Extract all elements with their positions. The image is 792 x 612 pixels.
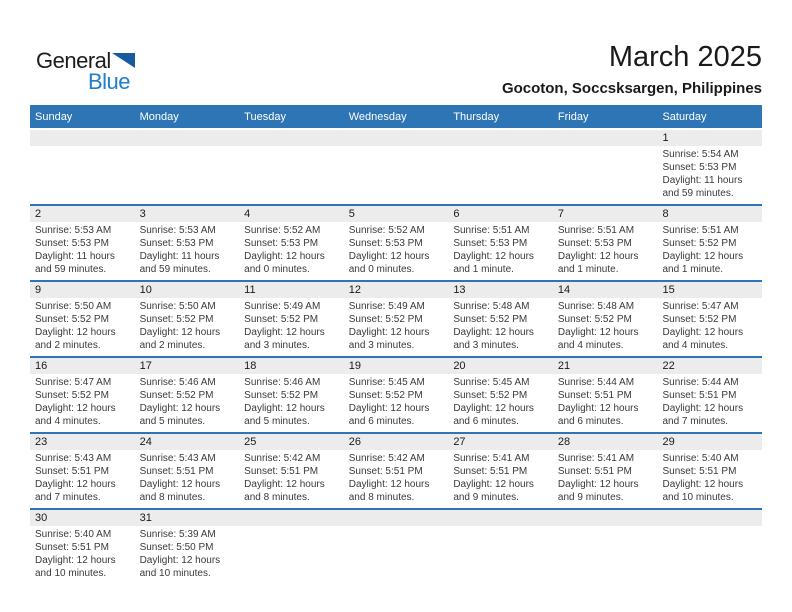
daylight-line-continued: and 6 minutes. <box>557 416 624 427</box>
day-number: 12 <box>344 282 449 298</box>
daylight-line-continued: and 59 minutes. <box>139 264 211 275</box>
weekday-header-wednesday: Wednesday <box>348 110 407 123</box>
sunrise-line: Sunrise: 5:44 AM <box>662 377 739 388</box>
calendar-weeks <box>30 130 762 584</box>
daylight-line: Daylight: 12 hours <box>557 403 639 414</box>
sunset-line: Sunset: 5:52 PM <box>139 390 214 401</box>
empty-day-cell <box>657 510 762 584</box>
daylight-line-continued: and 1 minute. <box>662 264 724 275</box>
sunrise-line: Sunrise: 5:49 AM <box>244 301 321 312</box>
daylight-line-continued: and 3 minutes. <box>348 340 415 351</box>
day-details <box>135 450 240 508</box>
day-cell <box>239 358 344 432</box>
daylight-line: Daylight: 12 hours <box>662 403 744 414</box>
day-details <box>344 450 449 508</box>
day-cell <box>657 434 762 508</box>
day-cell <box>657 130 762 204</box>
day-number: 21 <box>553 358 658 374</box>
day-details <box>344 298 449 356</box>
daylight-line-continued: and 8 minutes. <box>244 492 310 503</box>
day-number: 18 <box>239 358 344 374</box>
day-number: 14 <box>553 282 658 298</box>
sunrise-line: Sunrise: 5:45 AM <box>348 377 425 388</box>
day-details <box>30 526 135 584</box>
sunrise-line: Sunrise: 5:52 AM <box>244 225 321 236</box>
day-cell <box>553 206 658 280</box>
day-cell <box>657 358 762 432</box>
sunset-line: Sunset: 5:52 PM <box>662 238 737 249</box>
sunset-line: Sunset: 5:51 PM <box>244 466 319 477</box>
day-details <box>239 374 344 432</box>
daylight-line: Daylight: 12 hours <box>348 327 430 338</box>
day-details <box>344 222 449 280</box>
day-number: 25 <box>239 434 344 450</box>
day-number: 2 <box>30 206 135 222</box>
day-cell <box>344 282 449 356</box>
sunrise-line: Sunrise: 5:53 AM <box>139 225 216 236</box>
day-cell <box>135 434 240 508</box>
daylight-line-continued: and 4 minutes. <box>557 340 624 351</box>
week-row <box>30 130 762 206</box>
sunset-line: Sunset: 5:52 PM <box>453 390 528 401</box>
sunset-line: Sunset: 5:51 PM <box>662 390 737 401</box>
day-number: 20 <box>448 358 553 374</box>
day-number: 11 <box>239 282 344 298</box>
sunset-line: Sunset: 5:51 PM <box>35 466 109 477</box>
sunset-line: Sunset: 5:52 PM <box>244 314 319 325</box>
daylight-line: Daylight: 12 hours <box>139 555 221 566</box>
day-details <box>657 374 762 432</box>
day-number: 29 <box>657 434 762 450</box>
day-cell <box>30 434 135 508</box>
day-cell <box>553 434 658 508</box>
sunset-line: Sunset: 5:51 PM <box>348 466 423 477</box>
daylight-line: Daylight: 12 hours <box>35 403 116 414</box>
daylight-line-continued: and 3 minutes. <box>244 340 310 351</box>
daylight-line: Daylight: 12 hours <box>453 403 534 414</box>
day-details <box>657 450 762 508</box>
daylight-line: Daylight: 12 hours <box>453 479 534 490</box>
day-number: 26 <box>344 434 449 450</box>
sunset-line: Sunset: 5:53 PM <box>348 238 423 249</box>
day-details <box>344 374 449 432</box>
sunset-line: Sunset: 5:50 PM <box>139 542 214 553</box>
daylight-line: Daylight: 12 hours <box>662 327 744 338</box>
day-number: 4 <box>239 206 344 222</box>
day-cell <box>239 282 344 356</box>
day-details <box>30 298 135 356</box>
daylight-line-continued: and 0 minutes. <box>244 264 310 275</box>
sunrise-line: Sunrise: 5:47 AM <box>662 301 739 312</box>
sunrise-line: Sunrise: 5:51 AM <box>662 225 739 236</box>
day-cell <box>135 206 240 280</box>
day-number <box>344 130 449 146</box>
day-details <box>239 222 344 280</box>
weekday-header-sunday: Sunday <box>35 110 73 123</box>
sunrise-line: Sunrise: 5:43 AM <box>139 453 216 464</box>
day-cell <box>30 358 135 432</box>
sunset-line: Sunset: 5:52 PM <box>557 314 632 325</box>
daylight-line: Daylight: 12 hours <box>139 327 221 338</box>
sunset-line: Sunset: 5:53 PM <box>557 238 632 249</box>
daylight-line-continued: and 6 minutes. <box>348 416 415 427</box>
day-number: 16 <box>30 358 135 374</box>
sunrise-line: Sunrise: 5:51 AM <box>453 225 530 236</box>
day-number: 1 <box>657 130 762 146</box>
day-details <box>553 374 658 432</box>
day-details <box>30 374 135 432</box>
sunrise-line: Sunrise: 5:51 AM <box>557 225 635 236</box>
sunset-line: Sunset: 5:51 PM <box>557 390 632 401</box>
day-cell <box>448 282 553 356</box>
sunset-line: Sunset: 5:52 PM <box>35 390 109 401</box>
day-cell <box>553 282 658 356</box>
daylight-line-continued: and 5 minutes. <box>139 416 206 427</box>
daylight-line-continued: and 7 minutes. <box>662 416 729 427</box>
calendar-table <box>30 105 762 584</box>
day-number <box>344 510 449 526</box>
daylight-line: Daylight: 12 hours <box>662 479 744 490</box>
day-cell <box>448 434 553 508</box>
day-details <box>657 298 762 356</box>
sunrise-line: Sunrise: 5:48 AM <box>453 301 530 312</box>
day-details <box>448 374 553 432</box>
week-row <box>30 282 762 358</box>
week-row <box>30 358 762 434</box>
sunrise-line: Sunrise: 5:50 AM <box>139 301 216 312</box>
sunrise-line: Sunrise: 5:40 AM <box>35 529 112 540</box>
day-number: 31 <box>135 510 240 526</box>
daylight-line-continued: and 9 minutes. <box>453 492 519 503</box>
daylight-line: Daylight: 12 hours <box>244 479 325 490</box>
sunrise-line: Sunrise: 5:48 AM <box>557 301 635 312</box>
weekday-header-thursday: Thursday <box>453 110 500 123</box>
daylight-line: Daylight: 12 hours <box>244 327 325 338</box>
daylight-line-continued: and 59 minutes. <box>35 264 107 275</box>
empty-day-cell <box>553 510 658 584</box>
weekday-header-saturday: Saturday <box>662 110 707 123</box>
day-number <box>448 510 553 526</box>
day-number <box>30 130 135 146</box>
day-cell <box>135 282 240 356</box>
daylight-line-continued: and 10 minutes. <box>139 568 211 579</box>
daylight-line-continued: and 1 minute. <box>453 264 514 275</box>
sunset-line: Sunset: 5:53 PM <box>35 238 109 249</box>
day-number <box>553 510 658 526</box>
empty-day-cell <box>135 130 240 204</box>
sunset-line: Sunset: 5:53 PM <box>662 162 737 173</box>
day-number <box>553 130 658 146</box>
sunrise-line: Sunrise: 5:43 AM <box>35 453 112 464</box>
daylight-line-continued: and 7 minutes. <box>35 492 101 503</box>
empty-day-cell <box>448 130 553 204</box>
sunset-line: Sunset: 5:52 PM <box>453 314 528 325</box>
empty-day-cell <box>344 130 449 204</box>
day-number: 3 <box>135 206 240 222</box>
daylight-line: Daylight: 12 hours <box>35 479 116 490</box>
day-details <box>553 298 658 356</box>
daylight-line-continued: and 2 minutes. <box>35 340 101 351</box>
day-cell <box>30 282 135 356</box>
empty-day-cell <box>239 130 344 204</box>
sunrise-line: Sunrise: 5:40 AM <box>662 453 739 464</box>
day-number <box>135 130 240 146</box>
day-number: 9 <box>30 282 135 298</box>
sunset-line: Sunset: 5:53 PM <box>453 238 528 249</box>
week-row <box>30 510 762 584</box>
sunset-line: Sunset: 5:52 PM <box>348 390 423 401</box>
sunrise-line: Sunrise: 5:54 AM <box>662 149 739 160</box>
sunrise-line: Sunrise: 5:50 AM <box>35 301 112 312</box>
day-number: 24 <box>135 434 240 450</box>
sunrise-line: Sunrise: 5:52 AM <box>348 225 425 236</box>
daylight-line-continued: and 59 minutes. <box>662 188 734 199</box>
daylight-line: Daylight: 12 hours <box>453 251 534 262</box>
daylight-line-continued: and 8 minutes. <box>139 492 206 503</box>
daylight-line: Daylight: 12 hours <box>139 403 221 414</box>
title-block <box>502 40 762 97</box>
sunrise-line: Sunrise: 5:41 AM <box>453 453 530 464</box>
daylight-line: Daylight: 11 hours <box>662 175 743 186</box>
empty-day-cell <box>344 510 449 584</box>
sunrise-line: Sunrise: 5:42 AM <box>348 453 425 464</box>
week-row <box>30 434 762 510</box>
day-number: 17 <box>135 358 240 374</box>
sunset-line: Sunset: 5:53 PM <box>139 238 214 249</box>
daylight-line: Daylight: 12 hours <box>557 479 639 490</box>
day-number: 10 <box>135 282 240 298</box>
sunset-line: Sunset: 5:52 PM <box>662 314 737 325</box>
daylight-line: Daylight: 12 hours <box>139 479 221 490</box>
empty-day-cell <box>239 510 344 584</box>
daylight-line: Daylight: 11 hours <box>35 251 115 262</box>
page-title: March 2025 <box>608 41 762 73</box>
daylight-line-continued: and 6 minutes. <box>453 416 519 427</box>
day-details <box>135 374 240 432</box>
sunset-line: Sunset: 5:52 PM <box>244 390 319 401</box>
day-details <box>553 222 658 280</box>
sunrise-line: Sunrise: 5:44 AM <box>557 377 635 388</box>
day-number: 27 <box>448 434 553 450</box>
daylight-line-continued: and 4 minutes. <box>35 416 101 427</box>
day-details <box>135 526 240 584</box>
daylight-line-continued: and 2 minutes. <box>139 340 206 351</box>
day-cell <box>30 510 135 584</box>
day-cell <box>239 206 344 280</box>
day-details <box>448 222 553 280</box>
day-number <box>239 510 344 526</box>
sunset-line: Sunset: 5:51 PM <box>139 466 214 477</box>
general-blue-logo <box>36 48 135 94</box>
sunrise-line: Sunrise: 5:49 AM <box>348 301 425 312</box>
daylight-line: Daylight: 12 hours <box>662 251 744 262</box>
daylight-line-continued: and 8 minutes. <box>348 492 415 503</box>
sunset-line: Sunset: 5:51 PM <box>453 466 528 477</box>
day-cell <box>30 206 135 280</box>
day-details <box>657 222 762 280</box>
daylight-line: Daylight: 12 hours <box>348 403 430 414</box>
day-number: 30 <box>30 510 135 526</box>
day-details <box>448 298 553 356</box>
week-row <box>30 206 762 282</box>
sunrise-line: Sunrise: 5:42 AM <box>244 453 321 464</box>
day-details <box>448 450 553 508</box>
day-cell <box>553 358 658 432</box>
day-number: 15 <box>657 282 762 298</box>
location-subtitle: Gocoton, Soccsksargen, Philippines <box>501 80 762 97</box>
daylight-line-continued: and 10 minutes. <box>35 568 107 579</box>
daylight-line-continued: and 5 minutes. <box>244 416 310 427</box>
day-cell <box>657 282 762 356</box>
day-details <box>239 298 344 356</box>
day-cell <box>448 206 553 280</box>
sunrise-line: Sunrise: 5:45 AM <box>453 377 530 388</box>
daylight-line: Daylight: 11 hours <box>139 251 220 262</box>
day-cell <box>135 510 240 584</box>
day-number: 19 <box>344 358 449 374</box>
day-cell <box>344 206 449 280</box>
daylight-line: Daylight: 12 hours <box>348 479 430 490</box>
daylight-line-continued: and 10 minutes. <box>662 492 734 503</box>
empty-day-cell <box>30 130 135 204</box>
sunrise-line: Sunrise: 5:46 AM <box>139 377 216 388</box>
daylight-line: Daylight: 12 hours <box>557 327 639 338</box>
weekday-header-monday: Monday <box>139 110 179 123</box>
day-number: 28 <box>553 434 658 450</box>
sunrise-line: Sunrise: 5:47 AM <box>35 377 112 388</box>
day-details <box>30 222 135 280</box>
logo-text-general: General <box>36 48 111 73</box>
sunset-line: Sunset: 5:51 PM <box>35 542 109 553</box>
day-details <box>135 222 240 280</box>
daylight-line: Daylight: 12 hours <box>244 403 325 414</box>
day-number: 22 <box>657 358 762 374</box>
day-number <box>448 130 553 146</box>
logo-text-blue: Blue <box>88 69 131 94</box>
day-number: 13 <box>448 282 553 298</box>
day-number: 23 <box>30 434 135 450</box>
day-cell <box>135 358 240 432</box>
day-cell <box>344 358 449 432</box>
weekday-header-tuesday: Tuesday <box>244 110 286 123</box>
empty-day-cell <box>448 510 553 584</box>
sunset-line: Sunset: 5:51 PM <box>557 466 632 477</box>
daylight-line-continued: and 4 minutes. <box>662 340 729 351</box>
day-number: 5 <box>344 206 449 222</box>
daylight-line: Daylight: 12 hours <box>35 555 116 566</box>
day-cell <box>239 434 344 508</box>
sunset-line: Sunset: 5:52 PM <box>139 314 214 325</box>
day-number <box>657 510 762 526</box>
sunrise-line: Sunrise: 5:46 AM <box>244 377 321 388</box>
day-number: 6 <box>448 206 553 222</box>
day-number: 8 <box>657 206 762 222</box>
day-details <box>239 450 344 508</box>
daylight-line-continued: and 3 minutes. <box>453 340 519 351</box>
sunset-line: Sunset: 5:52 PM <box>35 314 109 325</box>
daylight-line-continued: and 1 minute. <box>557 264 619 275</box>
day-details <box>553 450 658 508</box>
sunset-line: Sunset: 5:53 PM <box>244 238 319 249</box>
day-details <box>135 298 240 356</box>
day-details <box>657 146 762 204</box>
daylight-line-continued: and 9 minutes. <box>557 492 624 503</box>
sunset-line: Sunset: 5:52 PM <box>348 314 423 325</box>
day-number <box>239 130 344 146</box>
day-cell <box>657 206 762 280</box>
day-number: 7 <box>553 206 658 222</box>
daylight-line: Daylight: 12 hours <box>244 251 325 262</box>
sunrise-line: Sunrise: 5:41 AM <box>557 453 635 464</box>
day-cell <box>344 434 449 508</box>
daylight-line: Daylight: 12 hours <box>348 251 430 262</box>
day-details <box>30 450 135 508</box>
sunrise-line: Sunrise: 5:53 AM <box>35 225 112 236</box>
day-cell <box>448 358 553 432</box>
daylight-line: Daylight: 12 hours <box>35 327 116 338</box>
sunrise-line: Sunrise: 5:39 AM <box>139 529 216 540</box>
sunset-line: Sunset: 5:51 PM <box>662 466 737 477</box>
daylight-line: Daylight: 12 hours <box>453 327 534 338</box>
empty-day-cell <box>553 130 658 204</box>
weekday-header-row <box>30 105 762 128</box>
daylight-line-continued: and 0 minutes. <box>348 264 415 275</box>
daylight-line: Daylight: 12 hours <box>557 251 639 262</box>
weekday-header-friday: Friday <box>557 110 589 123</box>
